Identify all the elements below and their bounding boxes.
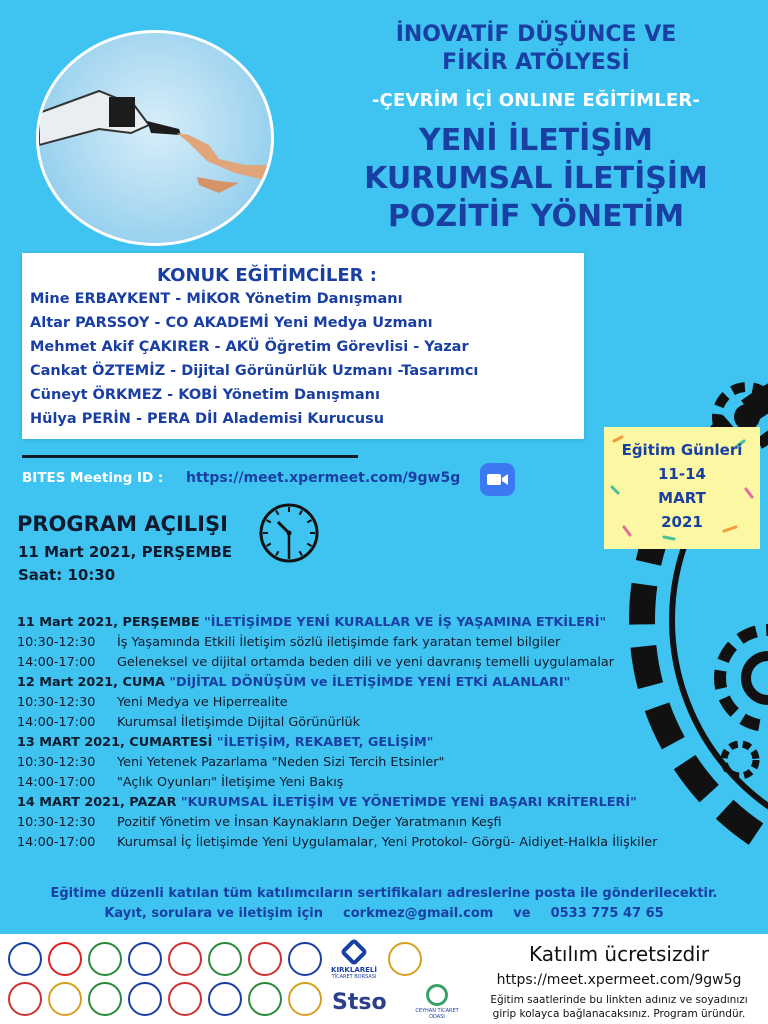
schedule-session — [17, 815, 502, 830]
training-days-month: MART — [658, 489, 706, 507]
schedule-session — [17, 635, 560, 650]
session-text: Yeni Yetenek Pazarlama "Neden Sizi Tercih Etsinler" — [117, 755, 445, 770]
session-time: 14:00-17:00 — [17, 655, 96, 670]
topic-3: POZİTİF YÖNETİM — [387, 199, 685, 234]
contact-line — [0, 906, 768, 921]
free-note-line-1: Eğitim saatlerinde bu linkten adınız ve soyadınızı — [490, 994, 748, 1006]
guests-heading: KONUK EĞİTİMCİLER : — [157, 265, 377, 286]
title-line-2: FİKİR ATÖLYESİ — [442, 50, 630, 75]
schedule-day-label: 13 MART 2021, CUMARTESİ — [17, 735, 213, 750]
partner-logo — [48, 942, 82, 976]
schedule-session — [17, 655, 614, 670]
video-camera-icon[interactable] — [480, 463, 515, 496]
training-days-label: Eğitim Günleri — [621, 441, 743, 459]
partner-logo — [48, 982, 82, 1016]
ceyhan-name: CEYHAN TİCARET ODASI — [415, 1008, 459, 1020]
partner-logo — [168, 942, 202, 976]
meeting-id-label: BITES Meeting ID : — [22, 470, 164, 486]
schedule-session — [17, 755, 444, 770]
session-text: Kurumsal İletişimde Dijital Görünürlük — [117, 715, 361, 730]
session-time: 10:30-12:30 — [17, 635, 96, 650]
training-days-box — [604, 427, 760, 549]
session-time: 10:30-12:30 — [17, 695, 96, 710]
partner-logo — [128, 982, 162, 1016]
ceyhan-logo — [408, 984, 466, 1020]
partner-logo — [8, 942, 42, 976]
free-participation-box — [470, 934, 768, 1024]
session-text: "Açlık Oyunları" İletişime Yeni Bakış — [117, 775, 344, 790]
guest-item: Mine ERBAYKENT - MİKOR Yönetim Danışmanı — [30, 291, 403, 307]
partner-logo — [208, 942, 242, 976]
session-text: Pozitif Yönetim ve İnsan Kaynakların Değer Yaratmanın Keşfi — [117, 815, 502, 830]
clock-icon — [258, 502, 320, 564]
schedule-session — [17, 695, 288, 710]
guest-item: Altar PARSSOY - CO AKADEMİ Yeni Medya Uzmanı — [30, 315, 433, 331]
title-line-1: İNOVATİF DÜŞÜNCE VE — [395, 22, 677, 47]
kirklareli-sub: TİCARET BORSASI — [331, 974, 377, 980]
contact-label: Kayıt, sorulara ve iletişim için — [104, 906, 324, 921]
partner-logo — [168, 982, 202, 1016]
schedule-day-label: 11 Mart 2021, PERŞEMBE — [17, 615, 200, 630]
session-text: Yeni Medya ve Hiperrealite — [117, 695, 288, 710]
free-note-line-2: girip kolayca bağlanacaksınız. Program üründür. — [492, 1008, 746, 1020]
divider-line — [22, 455, 358, 458]
schedule-day-theme: "İLETİŞİMDE YENİ KURALLAR VE İŞ YAŞAMINA ETKİLERİ" — [199, 615, 607, 630]
schedule-day-4 — [17, 795, 637, 810]
program-opening-title: PROGRAM AÇILIŞI — [17, 512, 228, 536]
certificate-note: Eğitime düzenli katılan tüm katılımcıların sertifikaları adreslerine posta ile gönderilecektir. — [50, 886, 718, 901]
contact-and: ve — [513, 906, 531, 921]
schedule-day-1 — [17, 615, 606, 630]
partner-logo — [88, 982, 122, 1016]
training-days-range: 11-14 — [658, 465, 706, 483]
contact-phone[interactable]: 0533 775 47 65 — [550, 906, 664, 921]
guest-item: Cüneyt ÖRKMEZ - KOBİ Yönetim Danışmanı — [30, 387, 380, 403]
schedule-session — [17, 775, 343, 790]
partner-logo — [8, 982, 42, 1016]
session-time: 14:00-17:00 — [17, 835, 96, 850]
schedule-session — [17, 715, 360, 730]
program-opening-time: Saat: 10:30 — [18, 566, 116, 584]
session-time: 14:00-17:00 — [17, 715, 96, 730]
partner-logo — [208, 982, 242, 1016]
stso-logo: Stso — [332, 990, 387, 1015]
schedule-day-label: 14 MART 2021, PAZAR — [17, 795, 177, 810]
partner-logo — [288, 942, 322, 976]
schedule-session — [17, 835, 657, 850]
topic-1: YENİ İLETİŞİM — [419, 123, 653, 158]
schedule-day-label: 12 Mart 2021, CUMA — [17, 675, 165, 690]
contact-email[interactable]: corkmez@gmail.com — [343, 906, 494, 921]
session-time: 10:30-12:30 — [17, 815, 96, 830]
session-text: Geleneksel ve dijital ortamda beden dili ve yeni davranış temelli uygulamalar — [117, 655, 615, 670]
session-text: İş Yaşamında Etkili İletişim sözlü iletişimde fark yaratan temel bilgiler — [117, 635, 561, 650]
schedule-day-theme: "DİJİTAL DÖNÜŞÜM ve İLETİŞİMDE YENİ ETKİ ALANLARI" — [164, 675, 571, 690]
kirklareli-name: KIRKLARELİ — [331, 966, 377, 974]
schedule-day-theme: "İLETİŞİM, REKABET, GELİŞİM" — [212, 735, 434, 750]
guest-item: Cankat ÖZTEMİZ - Dijital Görünürlük Uzmanı -Tasarımcı — [30, 363, 479, 379]
partner-logo — [248, 942, 282, 976]
hero-image-hand-robot — [36, 30, 274, 246]
ceyhan-mark — [426, 984, 448, 1006]
free-url-link[interactable]: https://meet.xpermeet.com/9gw5g — [496, 972, 742, 988]
topic-2: KURUMSAL İLETİŞİM — [364, 161, 708, 196]
session-time: 10:30-12:30 — [17, 755, 96, 770]
partner-logo — [128, 942, 162, 976]
kirklareli-mark — [340, 938, 368, 966]
partner-logo — [248, 982, 282, 1016]
meeting-url-link[interactable]: https://meet.xpermeet.com/9gw5g — [186, 470, 461, 486]
guest-item: Hülya PERİN - PERA Dİl Alademisi Kurucusu — [30, 411, 385, 427]
guest-trainers-box — [22, 253, 584, 439]
program-opening-date: 11 Mart 2021, PERŞEMBE — [18, 543, 233, 561]
free-title: Katılım ücretsizdir — [529, 942, 709, 966]
guest-item: Mehmet Akif ÇAKIRER - AKÜ Öğretim Görevlisi - Yazar — [30, 339, 469, 355]
partner-logo — [88, 942, 122, 976]
session-text: Kurumsal İç İletişimde Yeni Uygulamalar, Yeni Protokol- Görgü- Aidiyet-Halkla İlişkiler — [117, 835, 658, 850]
training-days-year: 2021 — [661, 513, 703, 531]
subtitle: -ÇEVRİM İÇİ ONLINE EĞİTİMLER- — [371, 90, 701, 111]
session-time: 14:00-17:00 — [17, 775, 96, 790]
partner-logos-strip — [0, 934, 470, 1024]
schedule-day-2 — [17, 675, 570, 690]
schedule-day-3 — [17, 735, 433, 750]
kirklareli-logo — [328, 942, 380, 986]
schedule-day-theme: "KURUMSAL İLETİŞİM VE YÖNETİMDE YENİ BAŞARI KRİTERLERİ" — [176, 795, 637, 810]
partner-logo — [288, 982, 322, 1016]
partner-logo — [388, 942, 422, 976]
